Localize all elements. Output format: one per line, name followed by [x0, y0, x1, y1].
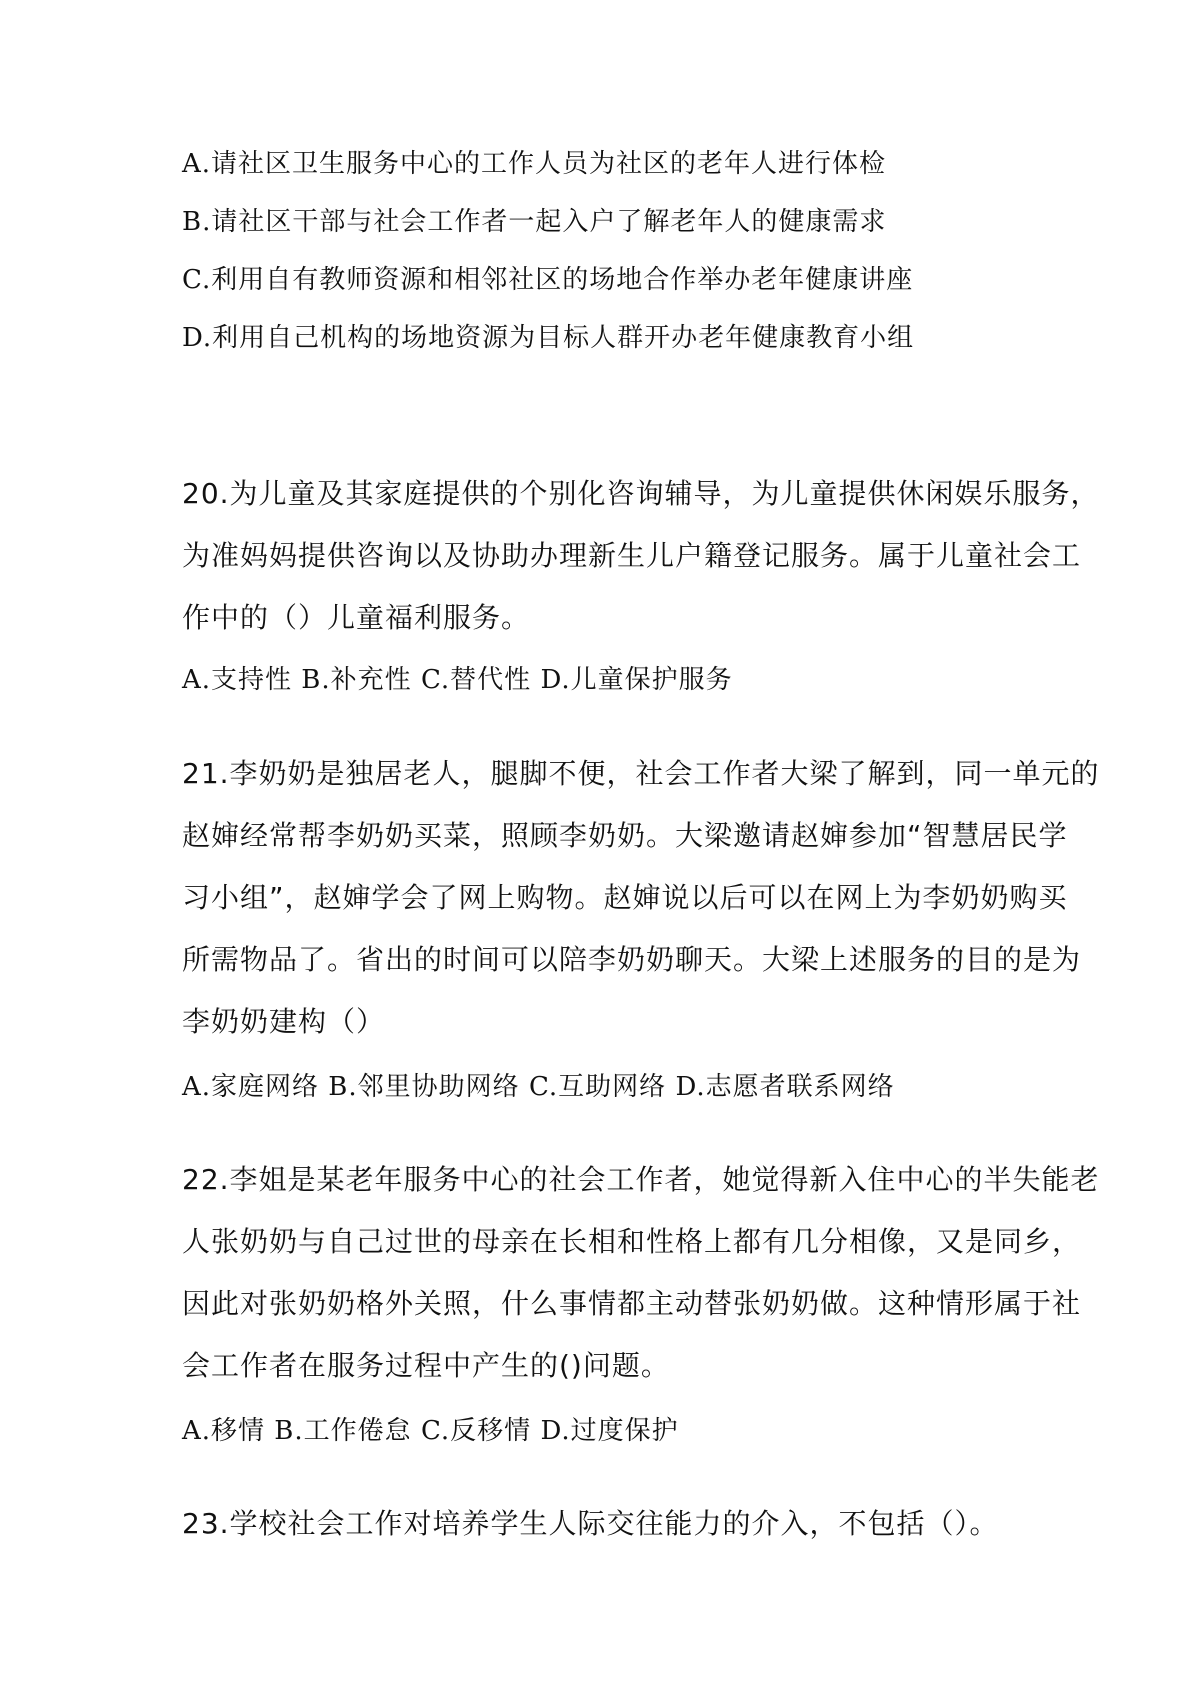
question-20-options: A.支持性 B.补充性 C.替代性 D.儿童保护服务: [182, 665, 733, 695]
option-d: D.利用自己机构的场地资源为目标人群开办老年健康教育小组: [182, 323, 915, 353]
question-22-stem-line-1: 22.李姐是某老年服务中心的社会工作者，她觉得新入住中心的半失能老: [182, 1163, 1100, 1196]
question-22-stem-line-3: 因此对张奶奶格外关照，什么事情都主动替张奶奶做。这种情形属于社: [182, 1287, 1082, 1320]
question-21-stem-line-2: 赵婶经常帮李奶奶买菜，照顾李奶奶。大梁邀请赵婶参加“智慧居民学: [182, 819, 1068, 852]
question-21-stem-line-3: 习小组”，赵婶学会了网上购物。赵婶说以后可以在网上为李奶奶购买: [182, 881, 1068, 914]
question-22-options: A.移情 B.工作倦怠 C.反移情 D.过度保护: [182, 1416, 679, 1446]
question-20-stem-line-1: 20.为儿童及其家庭提供的个别化咨询辅导，为儿童提供休闲娱乐服务，: [182, 477, 1100, 510]
option-b: B.请社区干部与社会工作者一起入户了解老年人的健康需求: [182, 207, 887, 237]
question-22-stem-line-2: 人张奶奶与自己过世的母亲在长相和性格上都有几分相像，又是同乡，: [182, 1225, 1082, 1258]
question-22-stem-line-4: 会工作者在服务过程中产生的()问题。: [182, 1349, 670, 1382]
question-20-stem-line-3: 作中的（）儿童福利服务。: [182, 601, 531, 634]
question-21-options: A.家庭网络 B.邻里协助网络 C.互助网络 D.志愿者联系网络: [182, 1072, 895, 1102]
question-21-stem-line-5: 李奶奶建构（）: [182, 1005, 386, 1038]
question-23-stem-line-1: 23.学校社会工作对培养学生人际交往能力的介入，不包括（）。: [182, 1507, 999, 1540]
option-c: C.利用自有教师资源和相邻社区的场地合作举办老年健康讲座: [182, 265, 914, 295]
question-20-stem-line-2: 为准妈妈提供咨询以及协助办理新生儿户籍登记服务。属于儿童社会工: [182, 539, 1082, 572]
question-21-stem-line-1: 21.李奶奶是独居老人，腿脚不便，社会工作者大梁了解到，同一单元的: [182, 757, 1100, 790]
question-21-stem-line-4: 所需物品了。省出的时间可以陪李奶奶聊天。大梁上述服务的目的是为: [182, 943, 1082, 976]
option-a: A.请社区卫生服务中心的工作人员为社区的老年人进行体检: [182, 149, 887, 179]
